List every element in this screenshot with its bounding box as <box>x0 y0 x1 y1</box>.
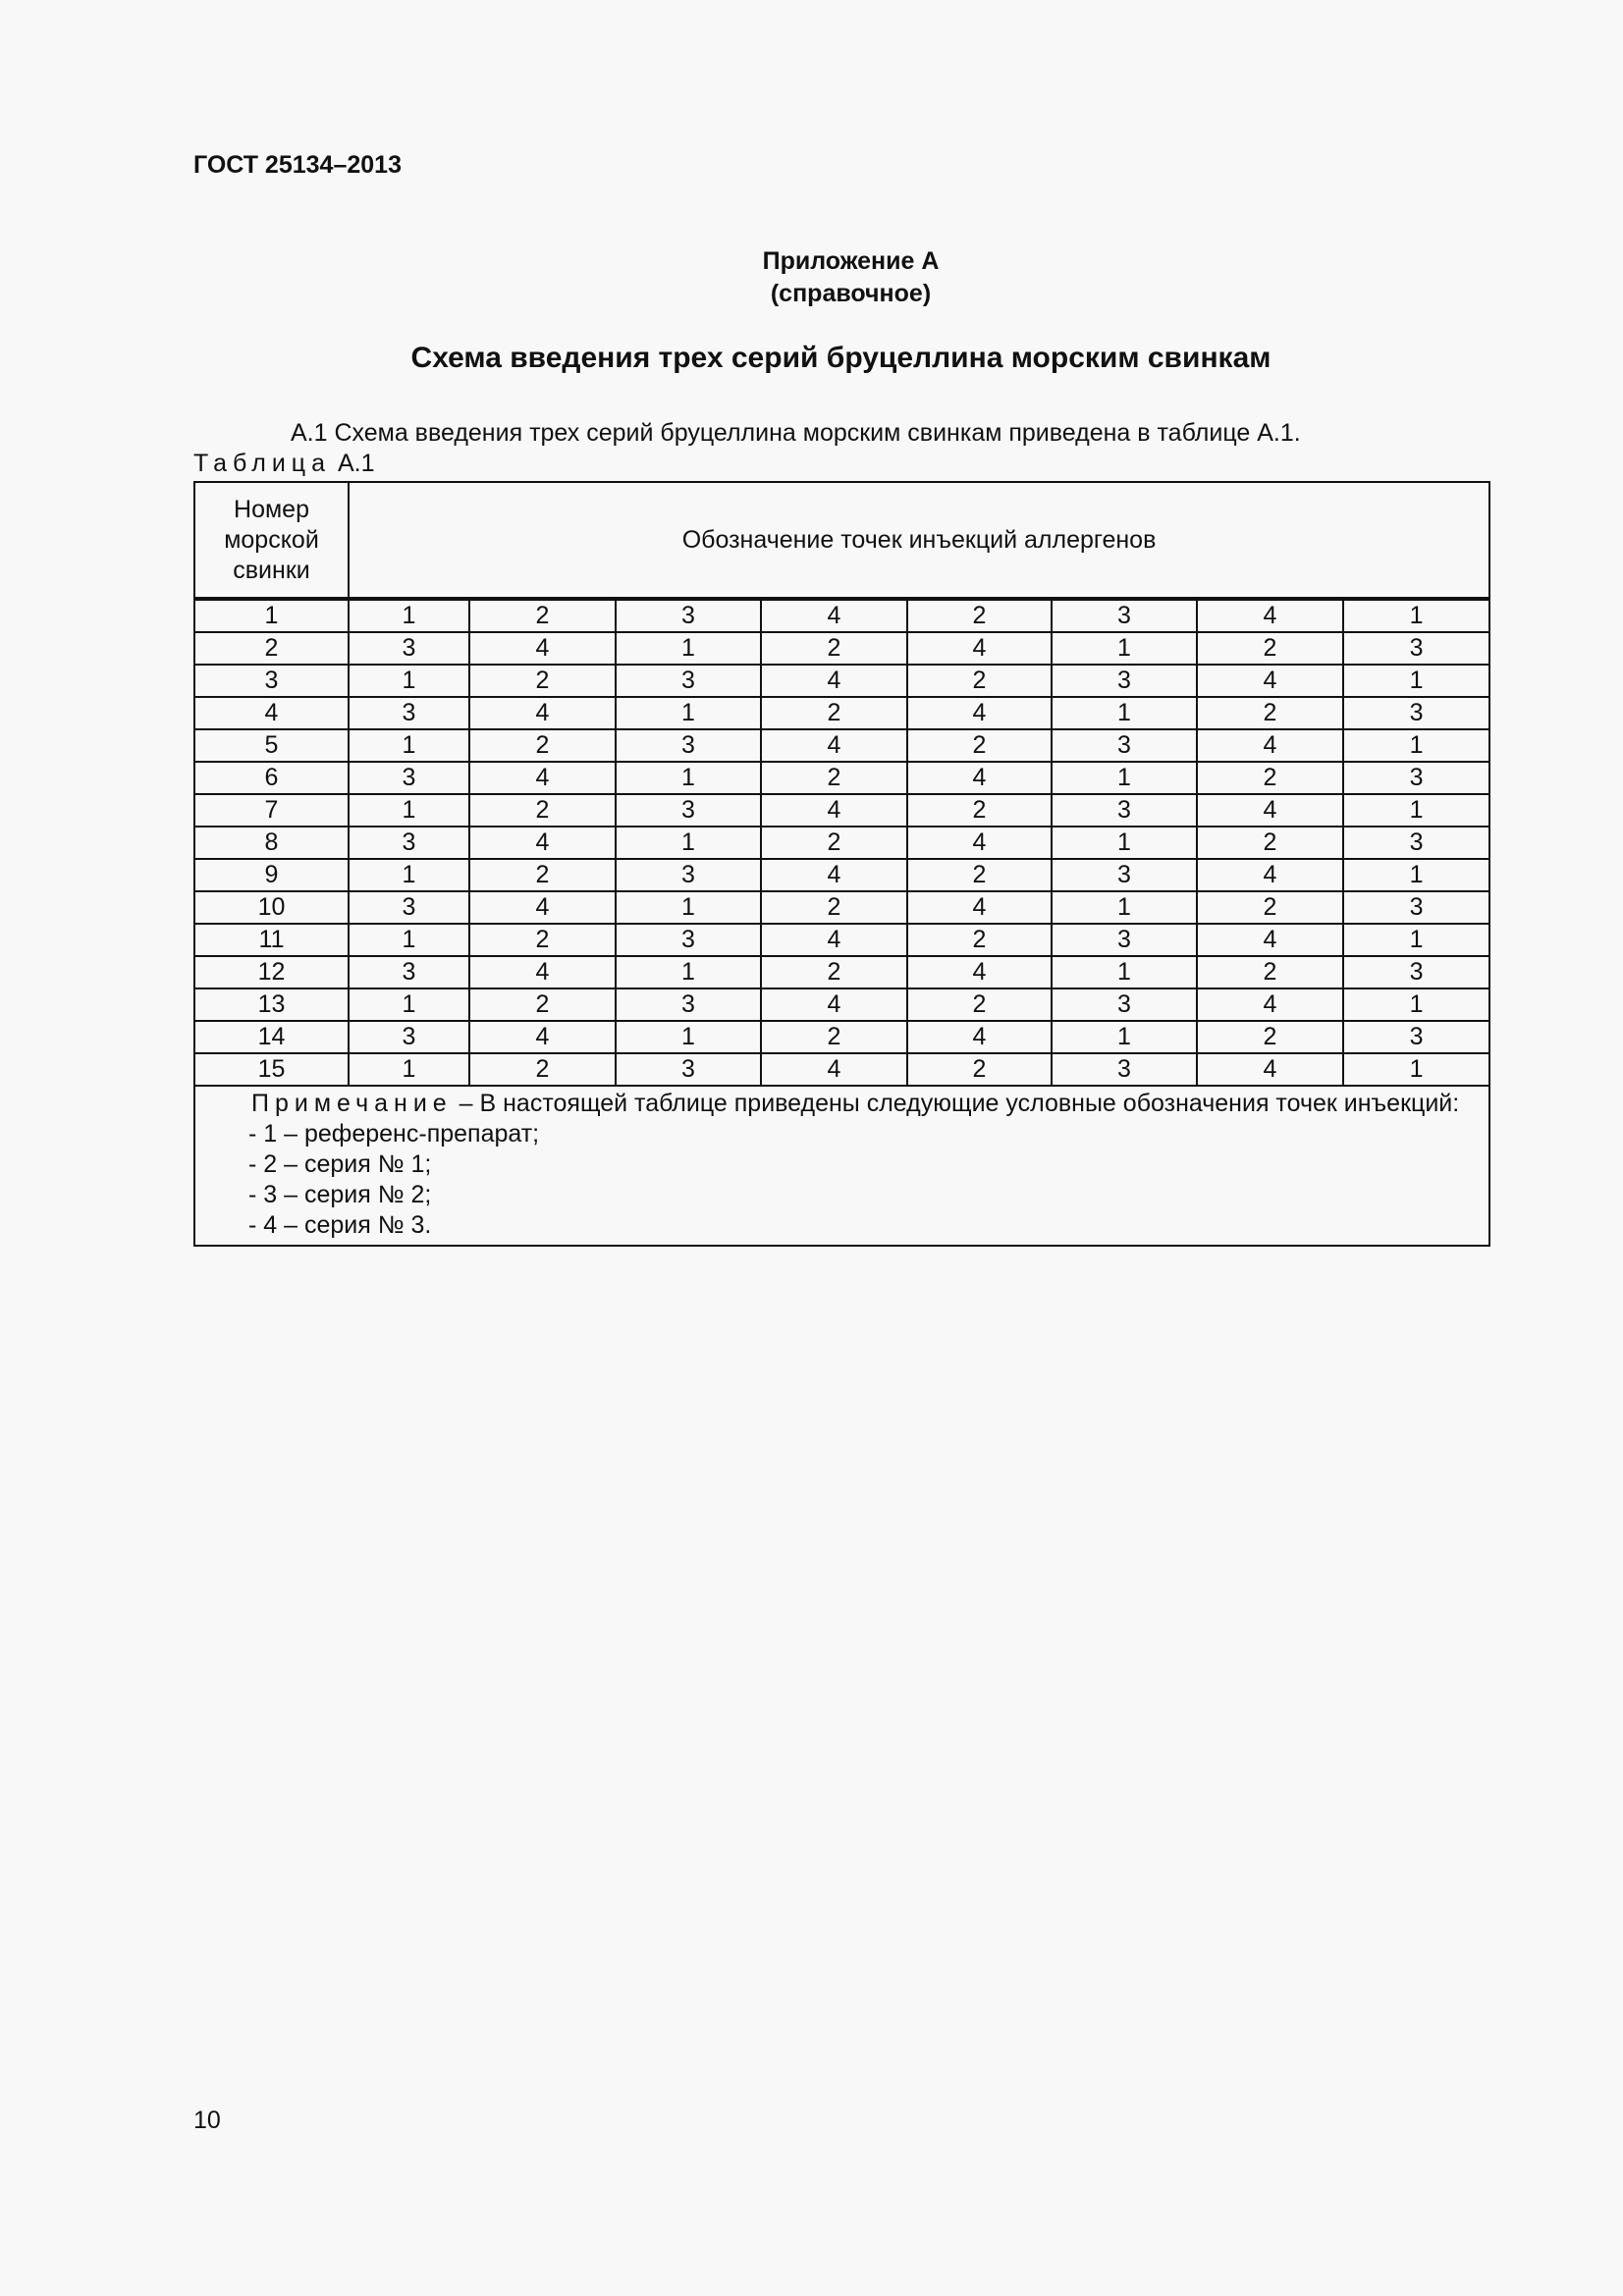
injection-point-cell: 4 <box>469 632 616 665</box>
pig-number-cell: 13 <box>194 988 349 1021</box>
injection-point-cell: 2 <box>469 924 616 956</box>
injection-point-cell: 2 <box>907 665 1052 697</box>
injection-point-cell: 2 <box>761 762 907 794</box>
pig-number-cell: 3 <box>194 665 349 697</box>
injection-point-cell: 3 <box>616 599 761 632</box>
injection-point-cell: 2 <box>1197 762 1343 794</box>
injection-point-cell: 1 <box>616 891 761 924</box>
injection-point-cell: 4 <box>1197 794 1343 827</box>
injection-point-cell: 3 <box>1343 697 1489 729</box>
table-caption-number: А.1 <box>337 450 375 477</box>
injection-point-cell: 1 <box>1343 665 1489 697</box>
table-row <box>194 827 1489 859</box>
table-header-row <box>194 482 1489 599</box>
note-label: Примечание <box>251 1090 453 1117</box>
injection-point-cell: 1 <box>349 729 469 762</box>
injection-point-cell: 2 <box>907 729 1052 762</box>
injection-point-cell: 4 <box>761 1053 907 1086</box>
injection-point-cell: 2 <box>907 924 1052 956</box>
injection-point-cell: 3 <box>349 827 469 859</box>
table-row <box>194 632 1489 665</box>
pig-number-cell: 7 <box>194 794 349 827</box>
intro-paragraph: А.1 Схема введения трех серий бруцеллина морским свинкам приведена в таблице А.1. <box>291 419 1301 447</box>
injection-point-cell: 2 <box>469 1053 616 1086</box>
injection-point-cell: 1 <box>1052 956 1197 988</box>
injection-point-cell: 3 <box>1343 632 1489 665</box>
injection-point-cell: 4 <box>761 924 907 956</box>
injection-point-cell: 1 <box>1343 794 1489 827</box>
injection-point-cell: 1 <box>616 762 761 794</box>
injection-point-cell: 1 <box>1343 729 1489 762</box>
injection-point-cell: 1 <box>1343 988 1489 1021</box>
pig-number-cell: 9 <box>194 859 349 891</box>
injection-point-cell: 4 <box>1197 1053 1343 1086</box>
injection-point-cell: 1 <box>1343 859 1489 891</box>
table-row <box>194 665 1489 697</box>
injection-point-cell: 4 <box>907 1021 1052 1053</box>
injection-point-cell: 2 <box>469 859 616 891</box>
injection-point-cell: 1 <box>349 1053 469 1086</box>
table-row <box>194 1021 1489 1053</box>
pig-number-cell: 5 <box>194 729 349 762</box>
injection-point-cell: 3 <box>616 794 761 827</box>
injection-point-cell: 1 <box>616 827 761 859</box>
injection-point-cell: 1 <box>1052 632 1197 665</box>
injection-point-cell: 3 <box>1052 1053 1197 1086</box>
pig-number-cell: 10 <box>194 891 349 924</box>
injection-point-cell: 3 <box>1052 924 1197 956</box>
injection-point-cell: 1 <box>616 632 761 665</box>
appendix-heading <box>0 245 1623 310</box>
injection-point-cell: 2 <box>469 794 616 827</box>
injection-point-cell: 2 <box>761 697 907 729</box>
injection-point-cell: 1 <box>616 956 761 988</box>
injection-point-cell: 2 <box>907 794 1052 827</box>
injection-point-cell: 1 <box>616 1021 761 1053</box>
injection-point-cell: 3 <box>1343 891 1489 924</box>
injection-point-cell: 3 <box>616 988 761 1021</box>
injection-point-cell: 4 <box>907 891 1052 924</box>
injection-point-cell: 3 <box>349 632 469 665</box>
injection-point-cell: 4 <box>761 794 907 827</box>
injection-point-cell: 1 <box>349 859 469 891</box>
pig-number-cell: 2 <box>194 632 349 665</box>
header-pig-number: Номер морской свинки <box>194 482 349 599</box>
injection-point-cell: 1 <box>1343 924 1489 956</box>
injection-point-cell: 2 <box>469 599 616 632</box>
pig-number-cell: 12 <box>194 956 349 988</box>
injection-point-cell: 1 <box>349 794 469 827</box>
injection-point-cell: 4 <box>907 827 1052 859</box>
table-row <box>194 762 1489 794</box>
document-code: ГОСТ 25134–2013 <box>193 151 402 179</box>
injection-point-cell: 4 <box>1197 988 1343 1021</box>
injection-point-cell: 4 <box>761 599 907 632</box>
injection-point-cell: 3 <box>616 665 761 697</box>
injection-point-cell: 2 <box>907 1053 1052 1086</box>
pig-number-cell: 14 <box>194 1021 349 1053</box>
injection-point-cell: 3 <box>349 891 469 924</box>
injection-point-cell: 4 <box>469 891 616 924</box>
injection-point-cell: 3 <box>349 956 469 988</box>
note-text <box>197 1089 1479 1119</box>
injection-point-cell: 2 <box>761 827 907 859</box>
injection-point-cell: 4 <box>1197 665 1343 697</box>
pig-number-cell: 1 <box>194 599 349 632</box>
injection-point-cell: 4 <box>761 859 907 891</box>
injection-point-cell: 4 <box>1197 859 1343 891</box>
injection-point-cell: 2 <box>761 632 907 665</box>
injection-point-cell: 3 <box>1343 956 1489 988</box>
injection-point-cell: 3 <box>616 859 761 891</box>
injection-point-cell: 2 <box>907 859 1052 891</box>
injection-point-cell: 2 <box>469 988 616 1021</box>
injection-point-cell: 4 <box>761 988 907 1021</box>
injection-point-cell: 1 <box>349 924 469 956</box>
injection-point-cell: 1 <box>1343 1053 1489 1086</box>
table-row <box>194 794 1489 827</box>
table-caption <box>193 450 375 478</box>
injection-point-cell: 4 <box>907 956 1052 988</box>
injection-point-cell: 3 <box>349 1021 469 1053</box>
appendix-type: (справочное) <box>770 280 932 307</box>
injection-point-cell: 4 <box>469 762 616 794</box>
injection-point-cell: 4 <box>761 665 907 697</box>
pig-number-cell: 11 <box>194 924 349 956</box>
table-row <box>194 599 1489 632</box>
injection-point-cell: 2 <box>1197 891 1343 924</box>
injection-point-cell: 1 <box>1052 1021 1197 1053</box>
note-item: - 2 – серия № 1; <box>248 1150 432 1178</box>
injection-point-cell: 3 <box>1052 794 1197 827</box>
injection-point-cell: 4 <box>1197 599 1343 632</box>
injection-point-cell: 1 <box>349 599 469 632</box>
injection-point-cell: 3 <box>349 762 469 794</box>
injection-scheme-table <box>193 481 1490 1247</box>
injection-point-cell: 3 <box>349 697 469 729</box>
injection-point-cell: 1 <box>1052 762 1197 794</box>
note-item: - 3 – серия № 2; <box>248 1181 432 1208</box>
table-caption-word: Таблица <box>193 450 332 477</box>
pig-number-cell: 6 <box>194 762 349 794</box>
injection-point-cell: 4 <box>907 762 1052 794</box>
page-number: 10 <box>193 2107 221 2134</box>
note-item: - 1 – референс-препарат; <box>248 1120 540 1148</box>
injection-point-cell: 3 <box>1052 665 1197 697</box>
injection-point-cell: 1 <box>349 665 469 697</box>
table-row <box>194 988 1489 1021</box>
injection-point-cell: 2 <box>1197 827 1343 859</box>
injection-point-cell: 3 <box>616 924 761 956</box>
table-row <box>194 891 1489 924</box>
injection-point-cell: 2 <box>1197 632 1343 665</box>
table-note-row <box>194 1086 1489 1246</box>
injection-point-cell: 4 <box>907 697 1052 729</box>
injection-point-cell: 2 <box>761 1021 907 1053</box>
injection-point-cell: 3 <box>1052 859 1197 891</box>
appendix-label: Приложение А <box>762 247 940 275</box>
injection-point-cell: 2 <box>907 599 1052 632</box>
injection-point-cell: 4 <box>469 697 616 729</box>
note-body: – В настоящей таблице приведены следующие условные обозначения точек инъекций: <box>452 1090 1460 1117</box>
injection-point-cell: 1 <box>349 988 469 1021</box>
injection-point-cell: 3 <box>616 1053 761 1086</box>
pig-number-cell: 8 <box>194 827 349 859</box>
header-injection-points: Обозначение точек инъекций аллергенов <box>349 482 1489 599</box>
table-row <box>194 924 1489 956</box>
injection-point-cell: 2 <box>469 665 616 697</box>
table-row <box>194 729 1489 762</box>
table-note <box>194 1086 1489 1246</box>
injection-point-cell: 3 <box>1052 729 1197 762</box>
pig-number-cell: 4 <box>194 697 349 729</box>
injection-point-cell: 2 <box>1197 1021 1343 1053</box>
injection-point-cell: 3 <box>1343 762 1489 794</box>
injection-point-cell: 3 <box>1052 599 1197 632</box>
injection-point-cell: 3 <box>1343 827 1489 859</box>
injection-point-cell: 4 <box>761 729 907 762</box>
injection-point-cell: 2 <box>761 956 907 988</box>
injection-point-cell: 4 <box>1197 729 1343 762</box>
injection-point-cell: 4 <box>469 827 616 859</box>
injection-point-cell: 4 <box>469 1021 616 1053</box>
injection-point-cell: 4 <box>907 632 1052 665</box>
table-row <box>194 1053 1489 1086</box>
injection-point-cell: 2 <box>761 891 907 924</box>
injection-point-cell: 2 <box>907 988 1052 1021</box>
injection-point-cell: 1 <box>1052 827 1197 859</box>
pig-number-cell: 15 <box>194 1053 349 1086</box>
injection-point-cell: 4 <box>1197 924 1343 956</box>
injection-point-cell: 3 <box>1052 988 1197 1021</box>
injection-point-cell: 1 <box>1052 697 1197 729</box>
injection-point-cell: 2 <box>1197 697 1343 729</box>
injection-point-cell: 1 <box>1343 599 1489 632</box>
injection-point-cell: 2 <box>1197 956 1343 988</box>
injection-point-cell: 3 <box>1343 1021 1489 1053</box>
table-row <box>194 697 1489 729</box>
note-item: - 4 – серия № 3. <box>248 1211 432 1239</box>
injection-point-cell: 3 <box>616 729 761 762</box>
table-row <box>194 859 1489 891</box>
table-row <box>194 956 1489 988</box>
injection-point-cell: 1 <box>1052 891 1197 924</box>
injection-point-cell: 2 <box>469 729 616 762</box>
injection-point-cell: 1 <box>616 697 761 729</box>
table-body <box>194 599 1489 1086</box>
injection-point-cell: 4 <box>469 956 616 988</box>
appendix-title: Схема введения трех серий бруцеллина морским свинкам <box>410 342 1271 374</box>
